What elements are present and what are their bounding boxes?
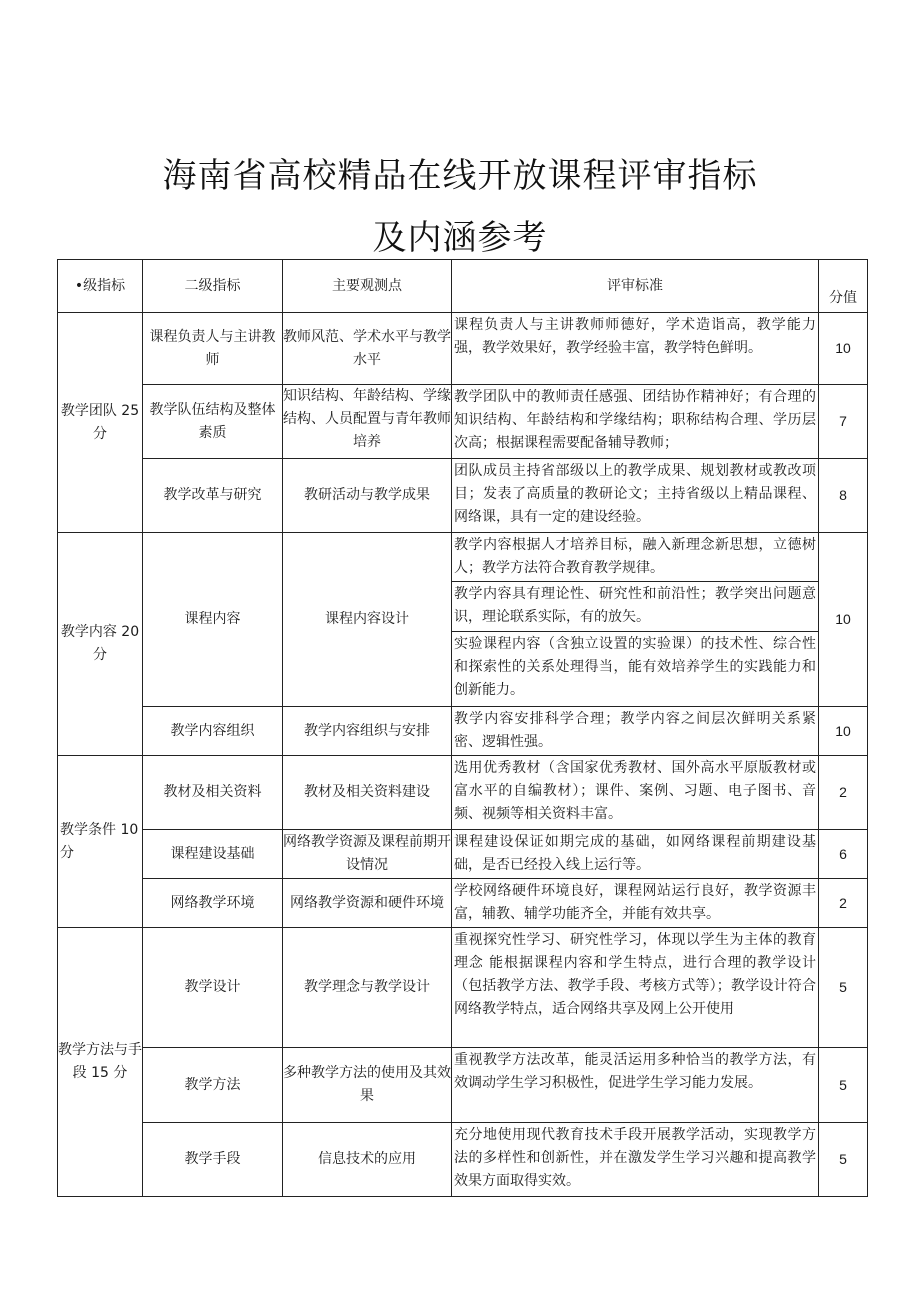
observation-cell: 网络教学资源和硬件环境 [283, 879, 452, 928]
criteria-cell: 课程建设保证如期完成的基础，如网络课程前期建设基础，是否已经投入线上运行等。 [452, 830, 819, 879]
level1-cell: 教学团队 25 分 [58, 313, 143, 533]
level1-cell: 教学内容 20 分 [58, 533, 143, 756]
score-cell: 2 [819, 756, 868, 830]
observation-cell: 多种教学方法的使用及其效果 [283, 1048, 452, 1123]
score-cell: 10 [819, 533, 868, 707]
table-header-row [58, 260, 868, 313]
level2-cell: 课程负责人与主讲教师 [143, 313, 283, 385]
table-row [58, 385, 868, 459]
score-cell: 5 [819, 928, 868, 1048]
level2-cell: 教学队伍结构及整体素质 [143, 385, 283, 459]
observation-cell: 知识结构、年龄结构、学缘结构、人员配置与青年教师培养 [283, 385, 452, 459]
table-row [58, 830, 868, 879]
criteria-cell: 充分地使用现代教育技术手段开展教学活动，实现教学方法的多样性和创新性，并在激发学生学习兴趣和提高教学效果方面取得实效。 [452, 1123, 819, 1197]
criteria-cell: 实验课程内容（含独立设置的实验课）的技术性、综合性和探索性的关系处理得当，能有效培养学生的实践能力和创新能力。 [452, 632, 819, 707]
observation-cell: 网络教学资源及课程前期开设情况 [283, 830, 452, 879]
observation-cell: 教研活动与教学成果 [283, 459, 452, 533]
level2-cell: 教学内容组织 [143, 707, 283, 756]
criteria-cell: 重视教学方法改革，能灵活运用多种恰当的教学方法，有效调动学生学习积极性，促进学生学习能力发展。 [452, 1048, 819, 1123]
header-score: 分值 [819, 260, 868, 313]
score-cell: 8 [819, 459, 868, 533]
score-cell: 6 [819, 830, 868, 879]
criteria-cell: 选用优秀教材（含国家优秀教材、国外高水平原版教材或富水平的自编教材）；课件、案例、习题、电子图书、音频、视频等相关资料丰富。 [452, 756, 819, 830]
criteria-cell: 教学内容安排科学合理；教学内容之间层次鲜明关系紧密、逻辑性强。 [452, 707, 819, 756]
header-observation: 主要观测点 [283, 260, 452, 313]
observation-cell: 信息技术的应用 [283, 1123, 452, 1197]
header-criteria: 评审标准 [452, 260, 819, 313]
criteria-cell: 课程负责人与主讲教师师德好，学术造诣高，教学能力强，教学效果好，教学经验丰富，教学特色鲜明。 [452, 313, 819, 385]
criteria-cell: 教学内容具有理论性、研究性和前沿性；教学突出问题意识，理论联系实际，有的放矢。 [452, 582, 819, 632]
level2-cell: 教学方法 [143, 1048, 283, 1123]
score-cell: 5 [819, 1123, 868, 1197]
criteria-cell: 教学团队中的教师责任感强、团结协作精神好；有合理的知识结构、年龄结构和学缘结构；职称结构合理、学历层次高；根据课程需要配备辅导教师； [452, 385, 819, 459]
level2-cell: 课程内容 [143, 533, 283, 707]
score-cell: 2 [819, 879, 868, 928]
criteria-cell: 学校网络硬件环境良好，课程网站运行良好，教学资源丰富，辅教、辅学功能齐全，并能有效共享。 [452, 879, 819, 928]
criteria-cell: 团队成员主持省部级以上的教学成果、规划教材或教改项目；发表了高质量的教研论文；主持省级以上精品课程、网络课，具有一定的建设经验。 [452, 459, 819, 533]
level2-cell: 教学手段 [143, 1123, 283, 1197]
score-cell: 10 [819, 707, 868, 756]
criteria-cell: 重视探究性学习、研究性学习，体现以学生为主体的教育理念 能根据课程内容和学生特点，进行合理的教学设计（包括教学方法、教学手段、考核方式等）；教学设计符合网络教学特点，适合网络共享及网上公开使用 [452, 928, 819, 1048]
level2-cell: 课程建设基础 [143, 830, 283, 879]
observation-cell: 教学内容组织与安排 [283, 707, 452, 756]
level1-cell: 教学条件 10 分 [58, 756, 143, 928]
header-level2: 二级指标 [143, 260, 283, 313]
observation-cell: 教学理念与教学设计 [283, 928, 452, 1048]
table-row [58, 533, 868, 582]
level2-cell: 教学改革与研究 [143, 459, 283, 533]
criteria-cell: 教学内容根据人才培养目标，融入新理念新思想，立德树人；教学方法符合教育教学规律。 [452, 533, 819, 582]
evaluation-table [57, 259, 868, 1197]
level2-cell: 教材及相关资料 [143, 756, 283, 830]
table-row [58, 707, 868, 756]
table-row [58, 879, 868, 928]
score-cell: 7 [819, 385, 868, 459]
level1-cell: 教学方法与手段 15 分 [58, 928, 143, 1197]
page-title: 海南省高校精品在线开放课程评审指标 [162, 156, 758, 196]
observation-cell: 教材及相关资料建设 [283, 756, 452, 830]
level2-cell: 网络教学环境 [143, 879, 283, 928]
score-cell: 5 [819, 1048, 868, 1123]
observation-cell: 课程内容设计 [283, 533, 452, 707]
header-level1: •级指标 [58, 260, 143, 313]
table-row [58, 756, 868, 830]
page-subtitle: 及内涵参考 [372, 218, 548, 258]
observation-cell: 教师风范、学术水平与教学水平 [283, 313, 452, 385]
table-row [58, 1123, 868, 1197]
table-row [58, 1048, 868, 1123]
table-row [58, 928, 868, 1048]
score-cell: 10 [819, 313, 868, 385]
table-row [58, 313, 868, 385]
table-row [58, 459, 868, 533]
level2-cell: 教学设计 [143, 928, 283, 1048]
